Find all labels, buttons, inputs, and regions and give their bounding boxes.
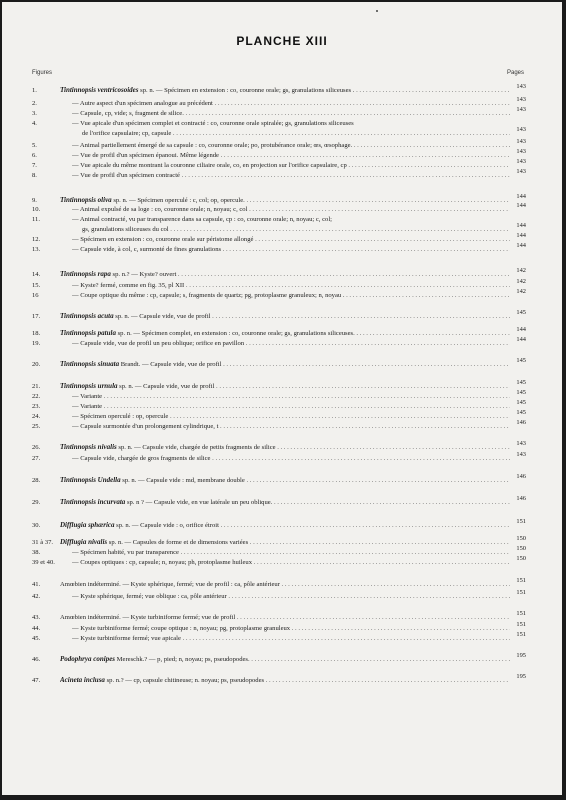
caption-text: — Capsule vide, vue de profil un peu oblique; orifice en pavillon: [72, 340, 245, 347]
figure-caption: [72, 402, 510, 411]
figure-row: [2, 535, 562, 548]
figure-number: 42.: [32, 593, 41, 600]
figure-row: [2, 518, 562, 531]
page-number: 145: [516, 409, 526, 416]
figure-number: 11.: [32, 216, 40, 223]
figure-caption: [72, 291, 510, 300]
figure-number: 4.: [32, 120, 37, 127]
figure-caption: [60, 521, 510, 530]
figure-number: 28.: [32, 477, 41, 484]
figure-caption: [72, 205, 510, 214]
caption-text: gs, granulations siliceuses du col: [82, 226, 169, 233]
figure-caption: [72, 215, 510, 224]
caption-text: — Animal expulsé de sa loge : co, couronne orale; n, noyau; c, col: [72, 206, 248, 213]
figure-row: [2, 631, 562, 644]
page-number: 150: [516, 535, 526, 542]
figure-row: [2, 148, 562, 161]
figure-caption: [82, 129, 510, 138]
figure-number: 23.: [32, 403, 41, 410]
caption-text: — Capsule, cp, vide; s, fragment de silice.: [72, 110, 184, 117]
figure-caption: [72, 161, 510, 170]
document-page: [2, 2, 562, 795]
figure-caption: [72, 151, 510, 160]
figure-caption: [72, 245, 510, 254]
caption-text: — Kyste turbiniforme fermé; vue apicale: [72, 635, 181, 642]
figure-number: 47.: [32, 677, 41, 684]
page-number: 145: [516, 379, 526, 386]
page-number: 142: [516, 278, 526, 285]
species-name: Tintinnopsis sinuata: [60, 360, 120, 368]
page-number: 144: [516, 326, 526, 333]
figure-row: [2, 326, 562, 339]
caption-text: sp. n. — Capsule vide, chargée de petits fragments de silice: [116, 444, 276, 451]
figure-caption: [72, 99, 510, 108]
figure-caption: [72, 171, 510, 180]
figure-number: 19.: [32, 340, 41, 347]
figure-number: 10.: [32, 206, 41, 213]
species-name: Difflugia sphærica: [60, 521, 115, 529]
caption-text: — Variante: [72, 403, 103, 410]
figure-caption: [72, 339, 510, 348]
figure-caption: [72, 109, 510, 118]
caption-text: sp. n. — Capsules de forme et de dimensions variées: [107, 539, 249, 546]
caption-text: — Vue de profil d'un spécimen épanoui. Même légende: [72, 152, 219, 159]
page-number: 146: [516, 473, 526, 480]
page-number: 143: [516, 168, 526, 175]
figure-number: 12.: [32, 236, 41, 243]
figure-caption: [82, 225, 510, 234]
figure-row: [2, 357, 562, 370]
figure-row: [2, 232, 562, 245]
figure-caption: [60, 360, 510, 369]
caption-text: — Kyste turbiniforme fermé; coupe optique : n, noyau; pg, protoplasme granuleux: [72, 625, 291, 632]
caption-text: — Kyste? fermé, comme en fig. 35, pl XII: [72, 282, 185, 289]
page-number: 143: [516, 440, 526, 447]
figure-row: [2, 451, 562, 464]
caption-text: — Coupes optiques : cp, capsule; n, noyau; ph, protoplasme huileux: [72, 559, 253, 566]
page-number: 195: [516, 673, 526, 680]
figure-caption: [60, 312, 510, 321]
figure-number: 9.: [32, 197, 37, 204]
figure-caption: [72, 235, 510, 244]
figure-caption: [72, 422, 510, 431]
caption-text: sp. n. — Spécimen en extension : co, couronne orale; gs, granulations siliceuses .: [138, 87, 355, 94]
species-name: Podophrya conipes: [60, 655, 116, 663]
figure-number: 22.: [32, 393, 41, 400]
figure-number: 39 et 40.: [32, 559, 55, 566]
figure-number: 13.: [32, 246, 41, 253]
page-number: 195: [516, 652, 526, 659]
figure-row: [2, 158, 562, 171]
figure-caption: [72, 548, 510, 557]
figure-caption: [72, 141, 510, 150]
figure-row: [2, 336, 562, 349]
figure-number: 17.: [32, 313, 41, 320]
figure-number: 3.: [32, 110, 37, 117]
caption-text: Brandt. — Capsule vide, vue de profil: [119, 361, 222, 368]
figure-number: 27.: [32, 455, 41, 462]
figure-caption: [72, 634, 510, 643]
figure-caption: [72, 412, 510, 421]
caption-text: — Spécimen en extension : co, couronne orale sur péristome allongé: [72, 236, 254, 243]
figure-number: 18.: [32, 330, 41, 337]
caption-text: — Capsule vide, à col, c, surmonté de fines granulations: [72, 246, 222, 253]
page-number: 143: [516, 96, 526, 103]
figure-number: 30.: [32, 522, 41, 529]
figure-row: [2, 399, 562, 412]
figure-caption: [72, 592, 510, 601]
figure-number: 31 à 37.: [32, 539, 54, 546]
figure-number: 15.: [32, 282, 41, 289]
page-number: 145: [516, 357, 526, 364]
page-number: 151: [516, 621, 526, 628]
figure-caption: [60, 538, 510, 547]
figure-caption: [72, 558, 510, 567]
figure-number: 1.: [32, 87, 37, 94]
figure-row: [2, 473, 562, 486]
figure-number: 43.: [32, 614, 41, 621]
figure-caption: [60, 270, 510, 279]
species-name: Acineta inclusa: [60, 676, 105, 684]
figure-caption: [60, 382, 510, 391]
figure-row: [2, 288, 562, 301]
page-number: 144: [516, 222, 526, 229]
page-number: 143: [516, 106, 526, 113]
figure-row: [2, 267, 562, 280]
caption-text: — Vue apicale du même montrant la couronne ciliaire orale, co, en projection sur l'orifice capsulaire, cp: [72, 162, 347, 169]
caption-text: — Spécimen operculé : op, opercule: [72, 413, 169, 420]
page-number: 143: [516, 158, 526, 165]
page-number: 142: [516, 288, 526, 295]
figure-row: [2, 621, 562, 634]
caption-text: sp. n. — Capsule vide, vue de profil: [117, 383, 215, 390]
figure-row: [2, 652, 562, 665]
figure-number: 2.: [32, 100, 37, 107]
figure-caption: [72, 281, 510, 290]
page-number: 146: [516, 495, 526, 502]
figure-row: [2, 440, 562, 453]
caption-text: sp. n.? — cp, capsule chitineuse; n. noyau; ps, pseudopodes: [104, 677, 265, 684]
page-number: 145: [516, 399, 526, 406]
figure-caption: [72, 624, 510, 633]
caption-text: sp. n ? — Capsule vide, en vue latérale un peu oblique.: [125, 499, 273, 506]
page-number: 143: [516, 148, 526, 155]
figure-caption: [60, 86, 510, 95]
figure-number: 14.: [32, 271, 41, 278]
species-name: Tintinnopsis urnula: [60, 382, 118, 390]
figure-number: 46.: [32, 656, 41, 663]
figure-number: 38.: [32, 549, 41, 556]
page-number: 151: [516, 610, 526, 617]
caption-text: — Spécimen habité, vu par transparence: [72, 549, 179, 556]
figure-caption: [60, 443, 510, 452]
page-number: 142: [516, 267, 526, 274]
figure-row: [2, 577, 562, 590]
figure-row: [2, 222, 562, 235]
page-title: PLANCHE XIII: [236, 34, 328, 48]
figure-row: [2, 589, 562, 602]
page-number: 151: [516, 631, 526, 638]
figure-number: 7.: [32, 162, 37, 169]
figure-row: [2, 119, 562, 129]
figure-list: [2, 2, 562, 795]
figure-number: 16: [32, 292, 39, 299]
page-number: 144: [516, 232, 526, 239]
figure-caption: [60, 196, 510, 205]
figure-row: [2, 106, 562, 119]
species-name: Tintinnopsis oliva: [60, 196, 112, 204]
page-number: 150: [516, 555, 526, 562]
figure-row: [2, 545, 562, 558]
figure-row: [2, 555, 562, 568]
figure-caption: [60, 329, 510, 338]
caption-text: Mereschk.? — p, pied; n, noyau; ps, pseudopodes.: [115, 656, 250, 663]
figure-caption: [60, 613, 510, 622]
figure-number: 5.: [32, 142, 37, 149]
caption-text: sp. n.? — Kyste? ouvert: [110, 271, 177, 278]
caption-text: — Vue apicale d'un spécimen complet et contracté : co, couronne orale spiralée; gs, granulations siliceuses: [72, 120, 354, 127]
species-name: Tintinnopsis ventricosoides: [60, 86, 139, 94]
figure-caption: [60, 476, 510, 485]
species-name: Difflugia nivalis: [60, 538, 108, 546]
figure-row: [2, 495, 562, 508]
figures-column-header: Figures: [32, 70, 53, 76]
figure-number: 29.: [32, 499, 41, 506]
page-number: 144: [516, 242, 526, 249]
species-name: Tintinnopsis Undella: [60, 476, 121, 484]
caption-text: sp. n. — Capsule vide : md, membrane double: [120, 477, 245, 484]
pages-column-header: Pages: [506, 70, 524, 76]
page-number: 143: [516, 83, 526, 90]
caption-text: — Kyste sphérique, fermé; vue oblique : ca, pôle antérieur: [72, 593, 227, 600]
figure-row: [2, 389, 562, 402]
page-number: 151: [516, 589, 526, 596]
caption-text: sp. n. — Spécimen complet, en extension : co, couronne orale; gs, granulations siliceuses. .: [115, 330, 359, 337]
page-number: 145: [516, 389, 526, 396]
figure-row: [2, 96, 562, 109]
page-number: 144: [516, 202, 526, 209]
figure-row: [2, 83, 562, 96]
figure-caption: [60, 580, 510, 589]
figure-number: 25.: [32, 423, 41, 430]
species-name: Tintinnopsis nivalis: [60, 443, 117, 451]
figure-row: [2, 278, 562, 291]
page-number: 151: [516, 577, 526, 584]
figure-row: [2, 309, 562, 322]
caption-text: — Capsule vide, chargée de gros fragments de silice: [72, 455, 211, 462]
figure-number: 26.: [32, 444, 41, 451]
page-number: 143: [516, 138, 526, 145]
figure-caption: [72, 454, 510, 463]
figure-caption: [60, 498, 510, 507]
caption-text: — Animal contracté, vu par transparence dans sa capsule, cp : co, couronne orale; n, noyau; c, col;: [72, 216, 332, 223]
caption-text: — Vue de profil d'un spécimen contracté: [72, 172, 180, 179]
species-name: Tintinnopsis patula: [60, 329, 116, 337]
species-name: Tintinnopsis rapa: [60, 270, 111, 278]
page-number: 151: [516, 518, 526, 525]
caption-text: sp. n. — Capsule vide, vue de profil: [113, 313, 211, 320]
caption-text: sp. n. — Capsule vide : o, orifice étroit: [114, 522, 219, 529]
figure-row: [2, 673, 562, 686]
figure-row: [2, 126, 562, 139]
page-number: 146: [516, 419, 526, 426]
figure-number: 24.: [32, 413, 41, 420]
caption-text: — Coupe optique du même : cp, capsule; s, fragments de quartz; pg, protoplasme granuleux; n, noyau .: [72, 292, 345, 299]
figure-number: 45.: [32, 635, 41, 642]
figure-caption: [60, 655, 510, 664]
page-number: 144: [516, 336, 526, 343]
figure-row: [2, 242, 562, 255]
page-number: 145: [516, 309, 526, 316]
page-number: 143: [516, 126, 526, 133]
figure-row: [2, 215, 562, 225]
figure-caption: [72, 392, 510, 401]
figure-number: 21.: [32, 383, 41, 390]
figure-row: [2, 419, 562, 432]
figure-row: [2, 409, 562, 422]
figure-caption: [60, 676, 510, 685]
caption-text: de l'orifice capsulaire; cp, capsule: [82, 130, 172, 137]
caption-text: — Autre aspect d'un spécimen analogue au précédent: [72, 100, 213, 107]
figure-row: [2, 379, 562, 392]
caption-text: sp. n. — Spécimen operculé : c, col; op, opercule.: [111, 197, 245, 204]
caption-text: — Capsule surmontée d'un prolongement cylindrique, t: [72, 423, 219, 430]
page-number: 143: [516, 451, 526, 458]
page-number: 144: [516, 193, 526, 200]
figure-number: 8.: [32, 172, 37, 179]
figure-row: [2, 138, 562, 151]
species-name: Tintinnopsis incurvata: [60, 498, 126, 506]
caption-text: Amœbien indéterminé. — Kyste turbiniforme fermé; vue de profil: [60, 614, 236, 621]
species-name: Tintinnopsis acuta: [60, 312, 114, 320]
figure-row: [2, 202, 562, 215]
caption-text: — Variante: [72, 393, 103, 400]
figure-number: 41.: [32, 581, 41, 588]
caption-text: Amœbien indéterminé. — Kyste sphérique, fermé; vue de profil : ca, pôle antérieur: [60, 581, 280, 588]
figure-number: 44.: [32, 625, 41, 632]
figure-row: [2, 610, 562, 623]
figure-caption: [72, 119, 510, 128]
figure-number: 20.: [32, 361, 41, 368]
page-number: 150: [516, 545, 526, 552]
caption-text: — Animal partiellement émergé de sa capsule : co, couronne orale; po, protubérance orale; œs, œsophage.: [72, 142, 353, 149]
figure-row: [2, 168, 562, 181]
figure-number: 6.: [32, 152, 37, 159]
